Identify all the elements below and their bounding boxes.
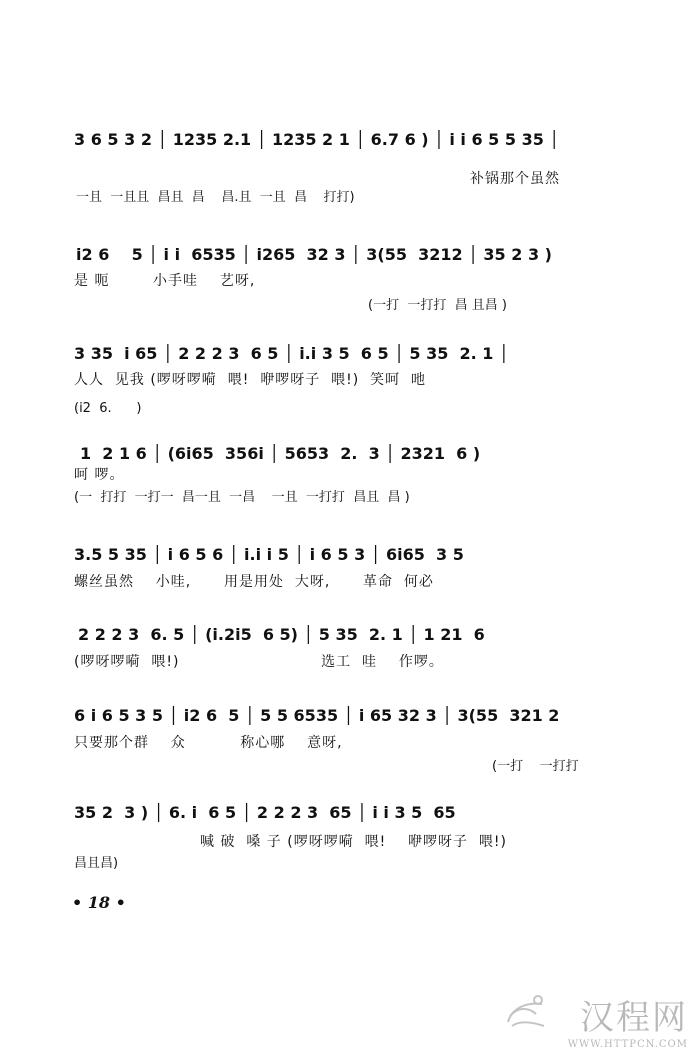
notation-line-5: 3.5 5 35 │ i 6 5 6 │ i.i i 5 │ i 6 5 3 │ 6i65 3 5: [74, 545, 464, 564]
percussion-line-1: 一且 一且且 昌且 昌 昌.且 一且 昌 打打): [76, 190, 355, 205]
percussion-line-4: (一 打打 一打一 昌一且 一昌 一且 一打打 昌且 昌 ): [74, 490, 410, 505]
notation-line-7: 6 i 6 5 3 5 │ i2 6 5 │ 5 5 6535 │ i 65 32 3 │ 3(55 321 2: [74, 706, 560, 725]
lyric-line-8: 喊 破 嗓 子 (啰呀啰嗬 喂! 咿啰呀子 喂!): [200, 834, 508, 850]
watermark-name: 汉程网: [580, 998, 688, 1038]
watermark-logo-icon: [502, 992, 548, 1032]
lyric-line-5: 螺丝虽然 小哇, 用是用处 大呀, 革命 何必: [74, 574, 434, 590]
percussion-line-2: (一打 一打打 昌 且昌 ): [368, 298, 507, 313]
lyric-line-1: 补锅那个虽然: [470, 171, 560, 187]
notation-line-6: 2 2 2 3 6. 5 │ (i.2i5 6 5) │ 5 35 2. 1 │ 1 21 6: [78, 625, 485, 644]
percussion-line-8: 昌且昌): [74, 856, 119, 871]
lyric-line-6: (啰呀啰嗬 喂!) 选工 哇 作啰。: [74, 654, 444, 670]
notation-line-3: 3 35 i 65 │ 2 2 2 3 6 5 │ i.i 3 5 6 5 │ 5 35 2. 1 │: [74, 344, 509, 363]
lyric-line-4: 呵 啰。: [74, 467, 125, 483]
watermark-url: WWW.HTTPCN.COM: [567, 1039, 688, 1050]
lyric-line-2: 是 呃 小手哇 艺呀,: [74, 273, 256, 289]
alternate-notes-line-3: (i2 6. ): [74, 401, 142, 416]
lyric-line-7: 只要那个群 众 称心哪 意呀,: [74, 735, 343, 751]
notation-line-2: i2 6 5 │ i i 6535 │ i265 32 3 │ 3(55 3212 │ 35 2 3 ): [76, 245, 552, 264]
lyric-line-3: 人人 见我 (啰呀啰嗬 喂! 咿啰呀子 喂!) 笑呵 吔: [74, 372, 426, 388]
percussion-line-7: (一打 一打打: [492, 759, 579, 774]
notation-line-8: 35 2 3 ) │ 6. i 6 5 │ 2 2 2 3 65 │ i i 3 5 65: [74, 803, 456, 822]
notation-line-1: 3 6 5 3 2 │ 1235 2.1 │ 1235 2 1 │ 6.7 6 ) │ i i 6 5 5 35 │: [74, 130, 560, 149]
watermark: [568, 990, 688, 1050]
page-number: • 18 •: [72, 893, 126, 912]
notation-line-4: 1 2 1 6 │ (6i65 356i │ 5653 2. 3 │ 2321 6 ): [80, 444, 481, 463]
